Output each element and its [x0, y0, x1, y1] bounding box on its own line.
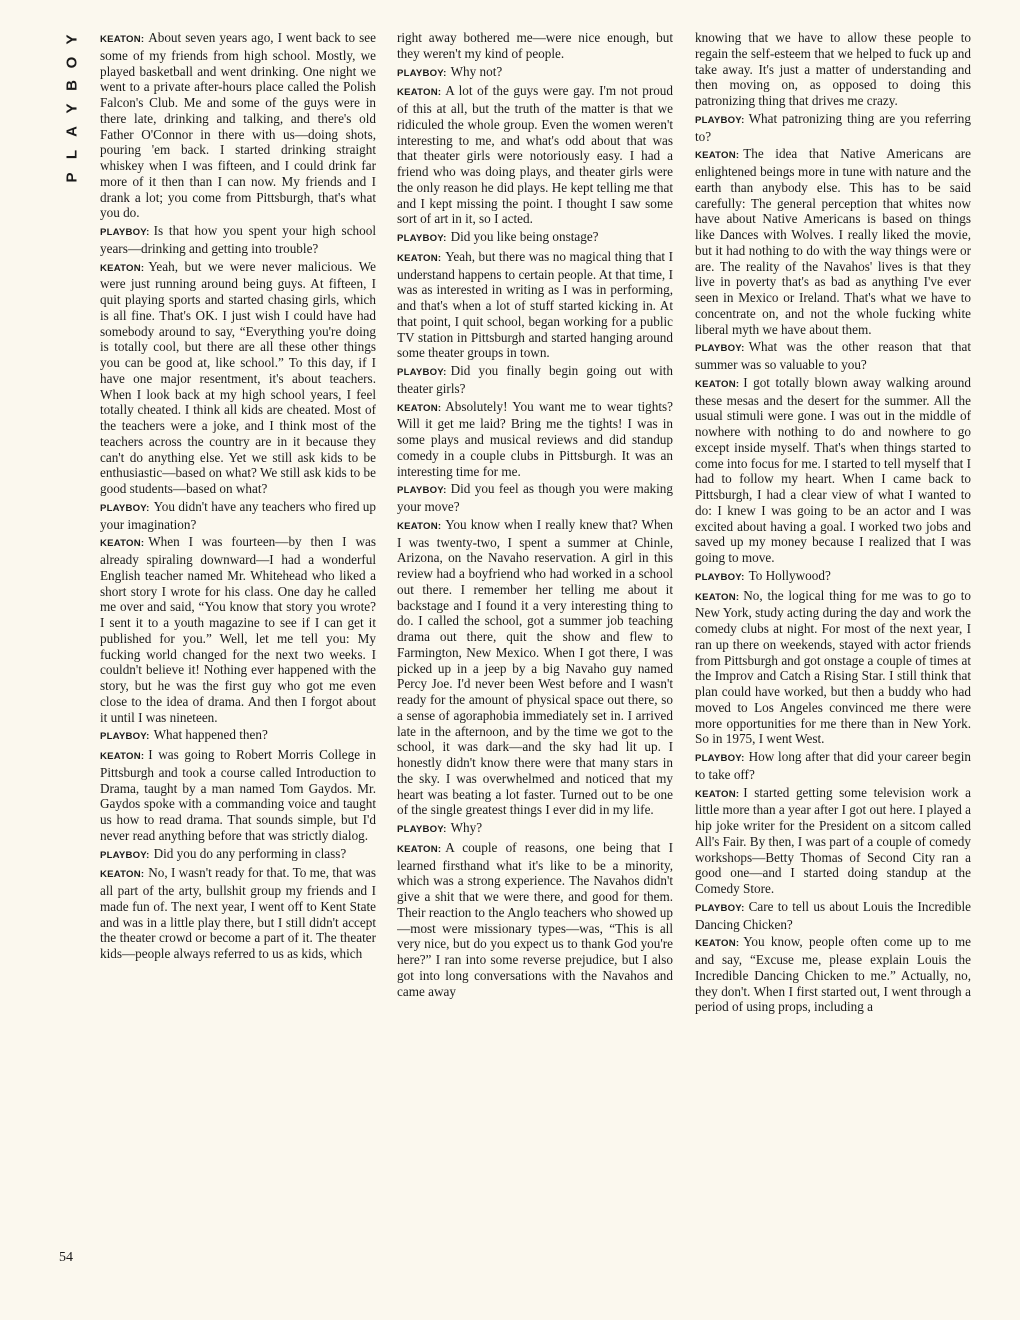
paragraph-text: I started getting some television work a little more than a year after I got out here. I played a hip joke writer for the President on a sitcom called All's Fair. By then, I was part of a couple of comedy workshops—Betty Thomas of Second City ran a good one—and I started doing standup at the Comedy Store.: [695, 784, 971, 896]
speaker-label: KEATON:: [695, 378, 740, 390]
paragraph-text: What happened then?: [153, 727, 268, 743]
interview-paragraph: [695, 934, 971, 1015]
speaker-label: KEATON:: [397, 843, 442, 855]
paragraph-text: To Hollywood?: [748, 567, 831, 583]
interview-paragraph: [100, 727, 376, 745]
paragraph-text: Why?: [450, 820, 483, 835]
paragraph-text: Did you finally begin going out with theater girls?: [397, 363, 673, 396]
interview-paragraph: [397, 481, 673, 515]
speaker-label: PLAYBOY:: [397, 233, 447, 244]
speaker-label: KEATON:: [100, 34, 145, 45]
speaker-label: KEATON:: [100, 538, 145, 550]
speaker-label: PLAYBOY:: [397, 485, 447, 497]
speaker-label: PLAYBOY:: [695, 571, 745, 583]
interview-paragraph: [695, 146, 971, 337]
magazine-side-tab: [60, 28, 84, 189]
paragraph-text: When I was fourteen—by then I was already spiraling downward—I had a wonderful English teacher named Mr. Whitehead who liked a short story I wrote for his class. One day he called me over and said, “You know that story you wrote? I sent it to a youth magazine to see if I can get it published for you.” Well, let me tell you: My fucking world changed for the next two weeks. I couldn't believe it! Nothing ever happened with the story, but he was the first guy who got me even close to the idea of drama. And then I forgot about it until I was nineteen.: [100, 534, 376, 725]
speaker-label: PLAYBOY:: [100, 502, 150, 514]
interview-paragraph: [695, 375, 971, 566]
interview-paragraph: [100, 499, 376, 533]
interview-paragraph: [695, 588, 971, 748]
interview-paragraph: [100, 865, 376, 962]
speaker-label: PLAYBOY:: [695, 753, 745, 764]
interview-paragraph: [397, 30, 673, 62]
speaker-label: PLAYBOY:: [100, 731, 150, 743]
interview-paragraph: [397, 840, 673, 1000]
speaker-label: KEATON:: [695, 591, 740, 603]
paragraph-text: Did you feel as though you were making your move?: [397, 481, 673, 514]
speaker-label: KEATON:: [397, 252, 442, 264]
interview-paragraph: [397, 399, 673, 480]
interview-paragraph: [397, 249, 673, 361]
interview-paragraph: [695, 30, 971, 109]
speaker-label: KEATON:: [397, 402, 442, 414]
speaker-label: KEATON:: [397, 520, 442, 532]
page-number: 54: [59, 1250, 73, 1265]
paragraph-text: Is that how you spent your high school years—drinking and getting into trouble?: [100, 223, 376, 256]
interview-paragraph: [695, 785, 971, 897]
paragraph-text: A lot of the guys were gay. I'm not proud of this at all, but the truth of the matter is that we ridiculed the whole group. Even the women weren't interesting to me, and what's odd about that was that theater girls were notoriously easy. I had a friend who was doing plays, and theater girls were the only reason he did plays. He kept telling me that and I kept missing the point. I thought I saw some sort of art in it, so I acted.: [397, 83, 673, 227]
interview-paragraph: [100, 747, 376, 844]
speaker-label: KEATON:: [397, 87, 442, 99]
interview-paragraph: [100, 259, 376, 497]
text-column-3: [695, 30, 971, 1270]
interview-paragraph: [695, 899, 971, 933]
speaker-label: PLAYBOY:: [695, 343, 745, 355]
speaker-label: PLAYBOY:: [100, 227, 150, 238]
interview-paragraph: [397, 64, 673, 82]
paragraph-text: Did you like being onstage?: [450, 229, 599, 244]
paragraph-text: No, the logical thing for me was to go to New York, study acting during the day and work the comedy clubs at night. For most of the next year, I ran up there on weekends, stayed with actor friends from Pittsburgh and got onstage a couple of times at the Improv and Catch a Rising Star. I still think that plan could have worked, but then a buddy who had moved to Los Angeles convinced me there were more opportunities for me there than in New York. So in 1975, I went West.: [695, 587, 971, 747]
interview-paragraph: [100, 846, 376, 864]
paragraph-text: Care to tell us about Louis the Incredible Dancing Chicken?: [695, 898, 971, 932]
interview-paragraph: [695, 111, 971, 145]
speaker-label: PLAYBOY:: [100, 849, 150, 861]
interview-paragraph: [695, 749, 971, 783]
paragraph-text: What patronizing thing are you referring to?: [695, 110, 971, 144]
side-tab-letter: O: [63, 56, 81, 69]
paragraph-text: right away bothered me—were nice enough, but they weren't my kind of people.: [397, 30, 673, 61]
interview-paragraph: [100, 534, 376, 725]
paragraph-text: You didn't have any teachers who fired up your imagination?: [100, 498, 376, 532]
interview-paragraph: [695, 568, 971, 586]
paragraph-text: The idea that Native Americans are enlightened beings more in tune with nature and the earth than anybody else. This has to be said carefully: The general perception that whites now have about Native Americans is based on things like Dances with Wolves. I really liked the movie, but it had nothing to do with the way things were or are. The reality of the Navahos' lives is that they live in poverty that's as bad as anything I've ever seen in Mexico or Ireland. That's what we have to concentrate on, and not the whole fucking white liberal myth we have about them.: [695, 146, 971, 337]
interview-paragraph: [397, 820, 673, 838]
side-tab-letter: L: [63, 149, 81, 160]
side-tab-letter: Y: [63, 34, 81, 45]
paragraph-text: Did you do any performing in class?: [153, 845, 347, 861]
paragraph-text: No, I wasn't ready for that. To me, that was all part of the arty, bullshit group my friends and I made fun of. The next year, I went off to Kent State and was in a little play there, but I still didn't accept the theater crowd or become a part of it. The theater kids—people always referred to us as kids, which: [100, 865, 376, 961]
paragraph-text: Why not?: [450, 63, 503, 79]
paragraph-text: How long after that did your career begin to take off?: [695, 749, 971, 782]
paragraph-text: You know when I really knew that? When I was twenty-two, I spent a summer at Chinle, Arizona, on the Navaho reservation. A girl in this review had a boyfriend who had worked in a school out there. I remember her telling me about it backstage and I found it a very interesting thing to do. I called the school, got a summer job teaching drama out there, quit the show and flew to Farmington, New Mexico. When I got there, I was picked up in a jeep by a big Navaho guy named Percy Joe. I'd never been West before and I wasn't ready for the amount of physical space out there, so a sense of agoraphobia immediately set in. I arrived late in the afternoon, and by the time we got to the school, it was dark—and the sky had lit up. I honestly didn't know there were that many stars in the sky. I was overwhelmed and noticed that my heart was beating a lot faster. Turned out to be one of the single greatest things I ever did in my life.: [397, 516, 673, 818]
speaker-label: PLAYBOY:: [397, 824, 447, 835]
speaker-label: KEATON:: [695, 150, 740, 162]
text-column-2: [397, 30, 673, 1270]
speaker-label: KEATON:: [100, 751, 145, 762]
paragraph-text: What was the other reason that that summer was so valuable to you?: [695, 339, 971, 372]
interview-paragraph: [100, 223, 376, 257]
speaker-label: KEATON:: [100, 869, 145, 881]
speaker-label: PLAYBOY:: [397, 67, 447, 79]
speaker-label: KEATON:: [100, 262, 145, 274]
speaker-label: PLAYBOY:: [695, 114, 745, 126]
interview-paragraph: [695, 339, 971, 373]
text-column-1: [100, 30, 376, 1270]
interview-paragraph: [100, 30, 376, 221]
speaker-label: KEATON:: [695, 788, 740, 800]
interview-paragraph: [397, 229, 673, 247]
paragraph-text: You know, people often come up to me and say, “Excuse me, please explain Louis the Incredible Dancing Chicken to me.” Actually, no, they don't. When I first started out, I went through a period of using props, including a: [695, 934, 971, 1015]
speaker-label: KEATON:: [695, 938, 740, 950]
paragraph-text: Absolutely! You want me to wear tights? Will it get me laid? Bring me the tights! I was in some plays and musical reviews and did standup comedy in a couple clubs in Pittsburgh. It was an interesting time for me.: [397, 398, 673, 479]
interview-paragraph: [397, 83, 673, 227]
paragraph-text: About seven years ago, I went back to see some of my friends from high school. Mostly, we played basketball and went drinking. One night we went to a private after-hours place called the Polish Falcon's Club. Me and some of the guys were in there late, drinking and talking, and there's old Father O'Connor in there with us—doing shots, pouring 'em back. I started drinking straight whiskey when I was fifteen, and I could drink far more of it then than I can now. My friends and I drank a lot; you come from Pittsburgh, that's what you do.: [100, 30, 376, 221]
paragraph-text: I was going to Robert Morris College in Pittsburgh and took a course called Introduction to Drama, taught by a man named Tom Gaydos. Mr. Gaydos spoke with a commanding voice and taught us how to read drama. That sounds simple, but I'd never read anything before that was strictly dialog.: [100, 747, 376, 843]
speaker-label: PLAYBOY:: [695, 902, 745, 914]
interview-paragraph: [397, 517, 673, 818]
side-tab-letter: A: [63, 126, 81, 137]
paragraph-text: I got totally blown away walking around these mesas and the desert for the summer. All the usual stimuli were gone. I was out in the middle of nowhere with nothing to do and nowhere to go except inside myself. That's when things started to come into focus for me. I started to tell myself that I had to follow my heart. When I came back to Pittsburgh, I had a clear view of what I wanted to do: I knew I was going to be an actor and I was excited about having a goal. I worked two jobs and saved up my money because I realized that I was going to move.: [695, 374, 971, 565]
side-tab-letter: Y: [63, 103, 81, 114]
paragraph-text: Yeah, but there was no magical thing that I understand happens to certain people. At that time, I was as interested in writing as I was in performing, and that's when a lot of stuff started kicking in. At that point, I quit school, began working for a public TV station in Pittsburgh and started hanging around some theater groups in town.: [397, 248, 673, 361]
paragraph-text: Yeah, but we were never malicious. We were just running around being guys. At fifteen, I quit playing sports and started chasing girls, which is all fine. That's OK. I just wish I could have had somebody around to say, “Everything you're doing is totally cool, but there are all these other things you can be good at, like school.” To this day, if I have one major resentment, it's about teachers. When I look back at my high school years, I feel totally cheated. I think all kids are cheated. Most of the teachers were a joke, and I think most of the teachers across the country are in it because they can't do anything else. Yet we still ask kids to be enthusiastic—based on what? We still ask kids to be good students—based on what?: [100, 258, 376, 496]
side-tab-letter: B: [63, 80, 81, 91]
paragraph-text: knowing that we have to allow these people to regain the self-esteem that we helped to fuck up and take away. It's just a matter of understanding and then moving on, as opposed to doing this patronizing thing that drives me crazy.: [695, 30, 971, 108]
interview-paragraph: [397, 363, 673, 397]
speaker-label: PLAYBOY:: [397, 367, 447, 378]
side-tab-letter: P: [63, 172, 81, 183]
paragraph-text: A couple of reasons, one being that I learned firsthand what it's like to be a minority, which was a strong experience. The Navahos didn't give a shit that we were there, and good for them. Their reaction to the Anglo teachers who showed up—most were missionary types—was, “This is all very nice, but do you expect us to thank God you're here?” I ran into some reverse prejudice, but I also got into long conversations with the Navahos and came away: [397, 839, 673, 999]
